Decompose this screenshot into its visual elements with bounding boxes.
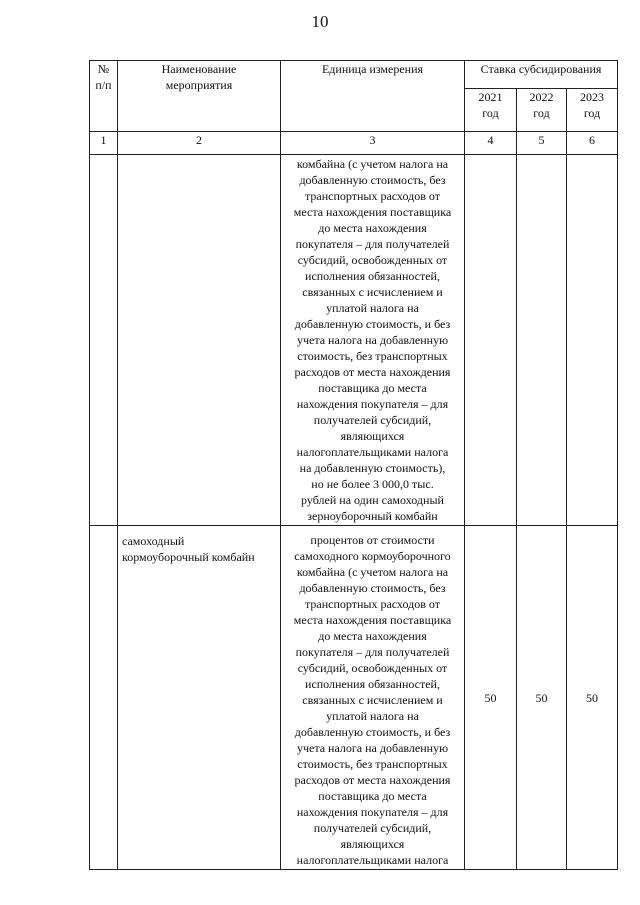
- header-name: [118, 61, 281, 132]
- header-number-label: № п/п: [95, 62, 112, 92]
- column-number: 2: [118, 132, 281, 155]
- rate-2021-cell: [465, 155, 517, 526]
- row-unit-cell: [281, 155, 465, 526]
- rate-2021-cell: 50: [465, 526, 517, 870]
- rate-2023-cell: [567, 155, 618, 526]
- page-number: 10: [311, 12, 329, 31]
- header-year-2023: [567, 89, 618, 132]
- row-name: [118, 155, 280, 162]
- row-name: самоходный кормоуборочный комбайн: [122, 534, 255, 564]
- column-number: 5: [517, 132, 567, 155]
- row-number-cell: [90, 526, 118, 870]
- header-year-label: 2021 год: [478, 90, 503, 120]
- column-number: 4: [465, 132, 517, 155]
- header-rate: [465, 61, 618, 89]
- column-number: 1: [90, 132, 118, 155]
- rate-2022-cell: [517, 155, 567, 526]
- header-unit-label: Единица измерения: [321, 62, 424, 76]
- rate-2023-cell: 50: [567, 526, 618, 870]
- table-row: [90, 526, 618, 870]
- header-year-label: 2023 год: [580, 90, 604, 120]
- table-row: [90, 155, 618, 526]
- header-unit: [281, 61, 465, 132]
- column-number-row: [90, 132, 618, 155]
- column-number: 3: [281, 132, 465, 155]
- subsidy-rate-table: [89, 60, 618, 870]
- row-name-cell: [118, 526, 281, 870]
- column-number: 6: [567, 132, 618, 155]
- header-rate-label: Ставка субсидирования: [480, 62, 602, 76]
- row-number-cell: [90, 155, 118, 526]
- header-year-2022: [517, 89, 567, 132]
- header-number: [90, 61, 118, 132]
- row-name-cell: [118, 155, 281, 526]
- header-year-2021: [465, 89, 517, 132]
- rate-2022-cell: 50: [517, 526, 567, 870]
- header-year-label: 2022 год: [529, 90, 554, 120]
- row-unit: комбайна (с учетом налога на добавленную стоимость, без транспортных расходов от места нахождения поставщика до места нахождения покупателя – для получателей субсидий, освобожденных от исполнения обязанностей, связанных с исчислением и уплатой налога на добавленную стоимость, и без учета налога на добавленную стоимость, без транспортных расходов от места нахождения поставщика до места нахождения покупателя – для получателей субсидий, являющихся налогоплательщиками налога на добавленную стоимость), но не более 3 000,0 тыс. рублей на один самоходный зерноуборочный комбайн: [293, 157, 452, 523]
- header-name-label: Наименование мероприятия: [161, 62, 237, 92]
- row-unit: процентов от стоимости самоходного кормоуборочного комбайна (с учетом налога на добавленную стоимость, без транспортных расходов от места нахождения поставщика до места нахождения покупателя – для получателей субсидий, освобожденных от исполнения обязанностей, связанных с исчислением и уплатой налога на добавленную стоимость, и без учета налога на добавленную стоимость, без транспортных расходов от места нахождения поставщика до места нахождения покупателя – для получателей субсидий, являющихся налогоплательщиками налога: [293, 533, 452, 867]
- row-unit-cell: [281, 526, 465, 870]
